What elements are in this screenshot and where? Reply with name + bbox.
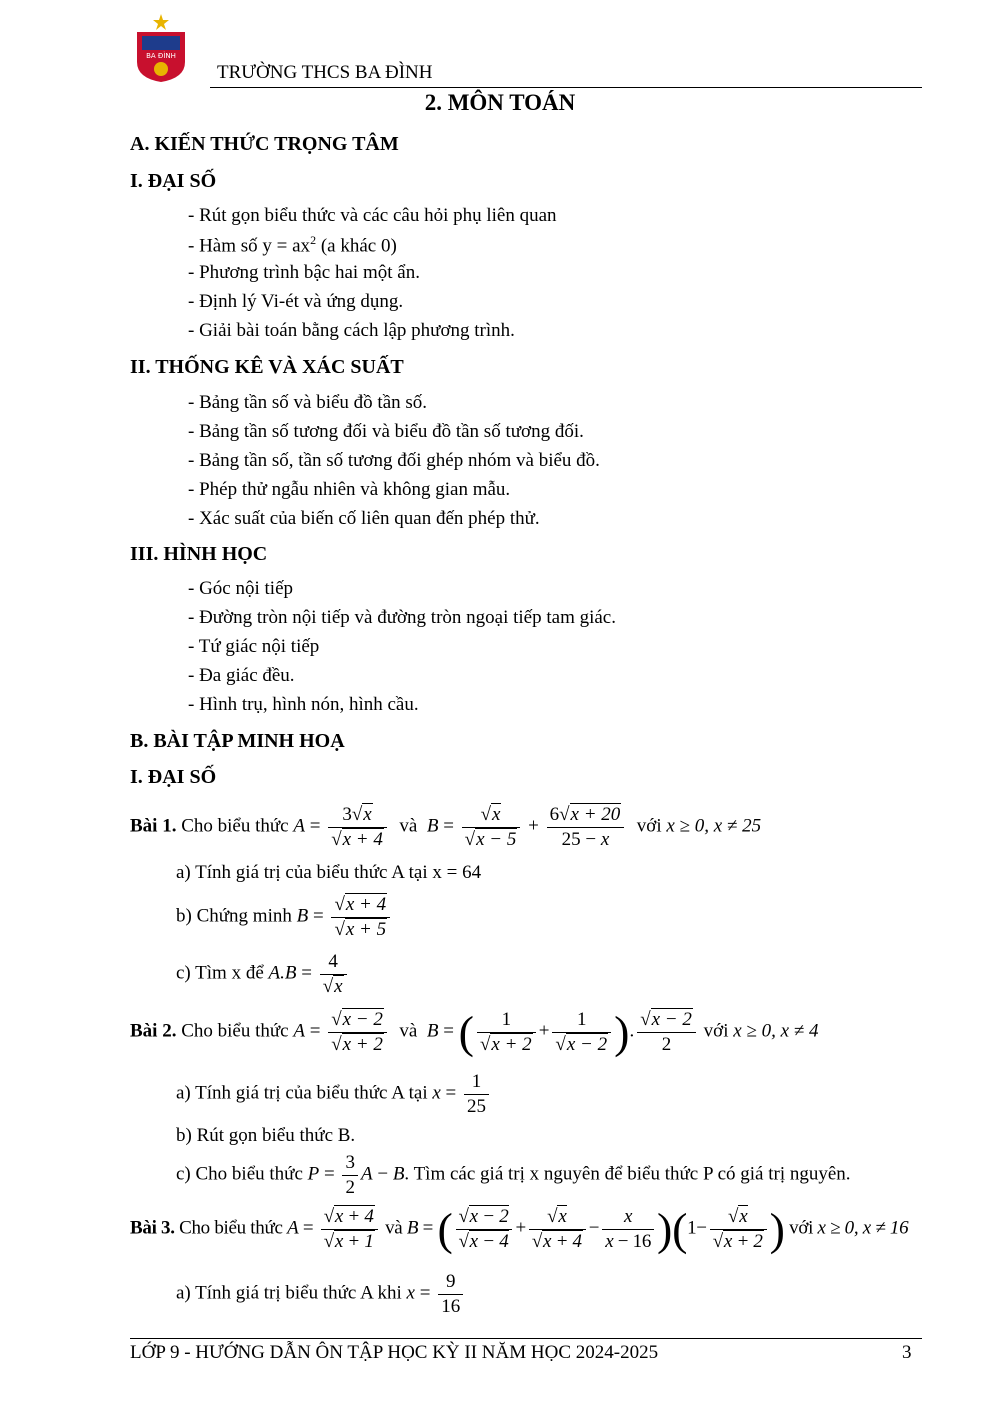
list-item: - Bảng tần số và biểu đồ tần số.: [188, 392, 428, 413]
section-b-heading: B. BÀI TẬP MINH HOẠ: [130, 730, 345, 752]
algebra-exercises-heading: I. ĐẠI SỐ: [130, 766, 217, 788]
page-title: 2. MÔN TOÁN: [424, 90, 576, 115]
exercise-3a: a) Tính giá trị biểu thức A khi x = $\frac{9}{16}$: [176, 1270, 466, 1319]
footer-text: LỚP 9 - HƯỚNG DẪN ÔN TẬP HỌC KỲ II NĂM HỌC 2024-2025: [130, 1342, 659, 1363]
exercise-2: Bài 2. Cho biểu thức A = $\frac{√x - 2}{√x + 2}$ và B = ( $\frac{1}{√x + 2}$ + $\frac{1}{√x - 2}$ ). $\frac{√x - 2}{2}$ với x ≥ 0, x ≠ 4: [130, 1006, 819, 1058]
exercise-1: Bài 1. Cho biểu thức A = $\frac{3√x}{√x + 4}$ và B = $\frac{√x}{√x - 5}$ + $\frac{6√x + 20}{25 - x}$ với x ≥ 0, x ≠ 25: [130, 804, 762, 850]
school-name: TRƯỜNG THCS BA ĐÌNH: [217, 62, 433, 83]
geometry-heading: III. HÌNH HỌC: [130, 543, 268, 565]
list-item: - Xác suất của biến cố liên quan đến phép thử.: [188, 508, 540, 529]
statistics-heading: II. THỐNG KÊ VÀ XÁC SUẤT: [130, 356, 404, 378]
list-item: - Rút gọn biểu thức và các câu hỏi phụ liên quan: [188, 205, 557, 226]
header-rule: [210, 87, 922, 88]
list-item: - Đường tròn nội tiếp và đường tròn ngoại tiếp tam giác.: [188, 607, 616, 628]
list-item: - Phép thử ngẫu nhiên và không gian mẫu.: [188, 479, 511, 500]
list-item: - Giải bài toán bằng cách lập phương trình.: [188, 320, 515, 341]
exercise-2c: c) Cho biểu thức P = $\frac{3}{2}$ A − B. Tìm các giá trị x nguyên để biểu thức P có giá trị nguyên.: [176, 1152, 851, 1198]
exercise-3: Bài 3. Cho biểu thức A = $\frac{√x + 4}{√x + 1}$ và B = ( $\frac{√x - 2}{√x - 4}$ + $\frac{√x}{√x + 4}$ − $\frac{x}{x - 16}$ )(1− $\frac{√x}{√x + 2}$ ) với x ≥ 0, x ≠ 16: [130, 1203, 909, 1255]
list-item: - Định lý Vi-ét và ứng dụng.: [188, 291, 404, 312]
exercise-1c: c) Tìm x để A.B = $\frac{4}{√x}$: [176, 950, 350, 999]
algebra-heading: I. ĐẠI SỐ: [130, 170, 217, 192]
list-item: - Đa giác đều.: [188, 665, 295, 686]
list-item: - Bảng tần số, tần số tương đối ghép nhóm và biểu đồ.: [188, 450, 600, 471]
page-number: 3: [902, 1342, 912, 1363]
exercise-1a: a) Tính giá trị của biểu thức A tại x = 64: [176, 862, 482, 883]
formula-A: $\frac{3√x}{√x + 4}$: [328, 803, 387, 852]
exercise-2b: b) Rút gọn biểu thức B.: [176, 1125, 356, 1146]
exercise-2a: a) Tính giá trị của biểu thức A tại x = $\frac{1}{25}$: [176, 1070, 492, 1119]
school-logo: [133, 12, 189, 84]
list-item: - Phương trình bậc hai một ẩn.: [188, 262, 420, 283]
logo-text: BA ĐÌNH: [146, 52, 176, 60]
list-item: - Bảng tần số tương đối và biểu đồ tần số tương đối.: [188, 421, 584, 442]
footer-rule: [130, 1338, 922, 1339]
list-item: - Tứ giác nội tiếp: [188, 636, 320, 657]
exercise-1b: b) Chứng minh B = $\frac{√x + 4}{√x + 5}$: [176, 893, 393, 942]
list-item: - Hàm số $y = ax^2$ (a khác 0): [188, 233, 397, 257]
list-item: - Hình trụ, hình nón, hình cầu.: [188, 694, 419, 715]
list-item: - Góc nội tiếp: [188, 578, 294, 599]
section-a-heading: A. KIẾN THỨC TRỌNG TÂM: [130, 133, 399, 155]
